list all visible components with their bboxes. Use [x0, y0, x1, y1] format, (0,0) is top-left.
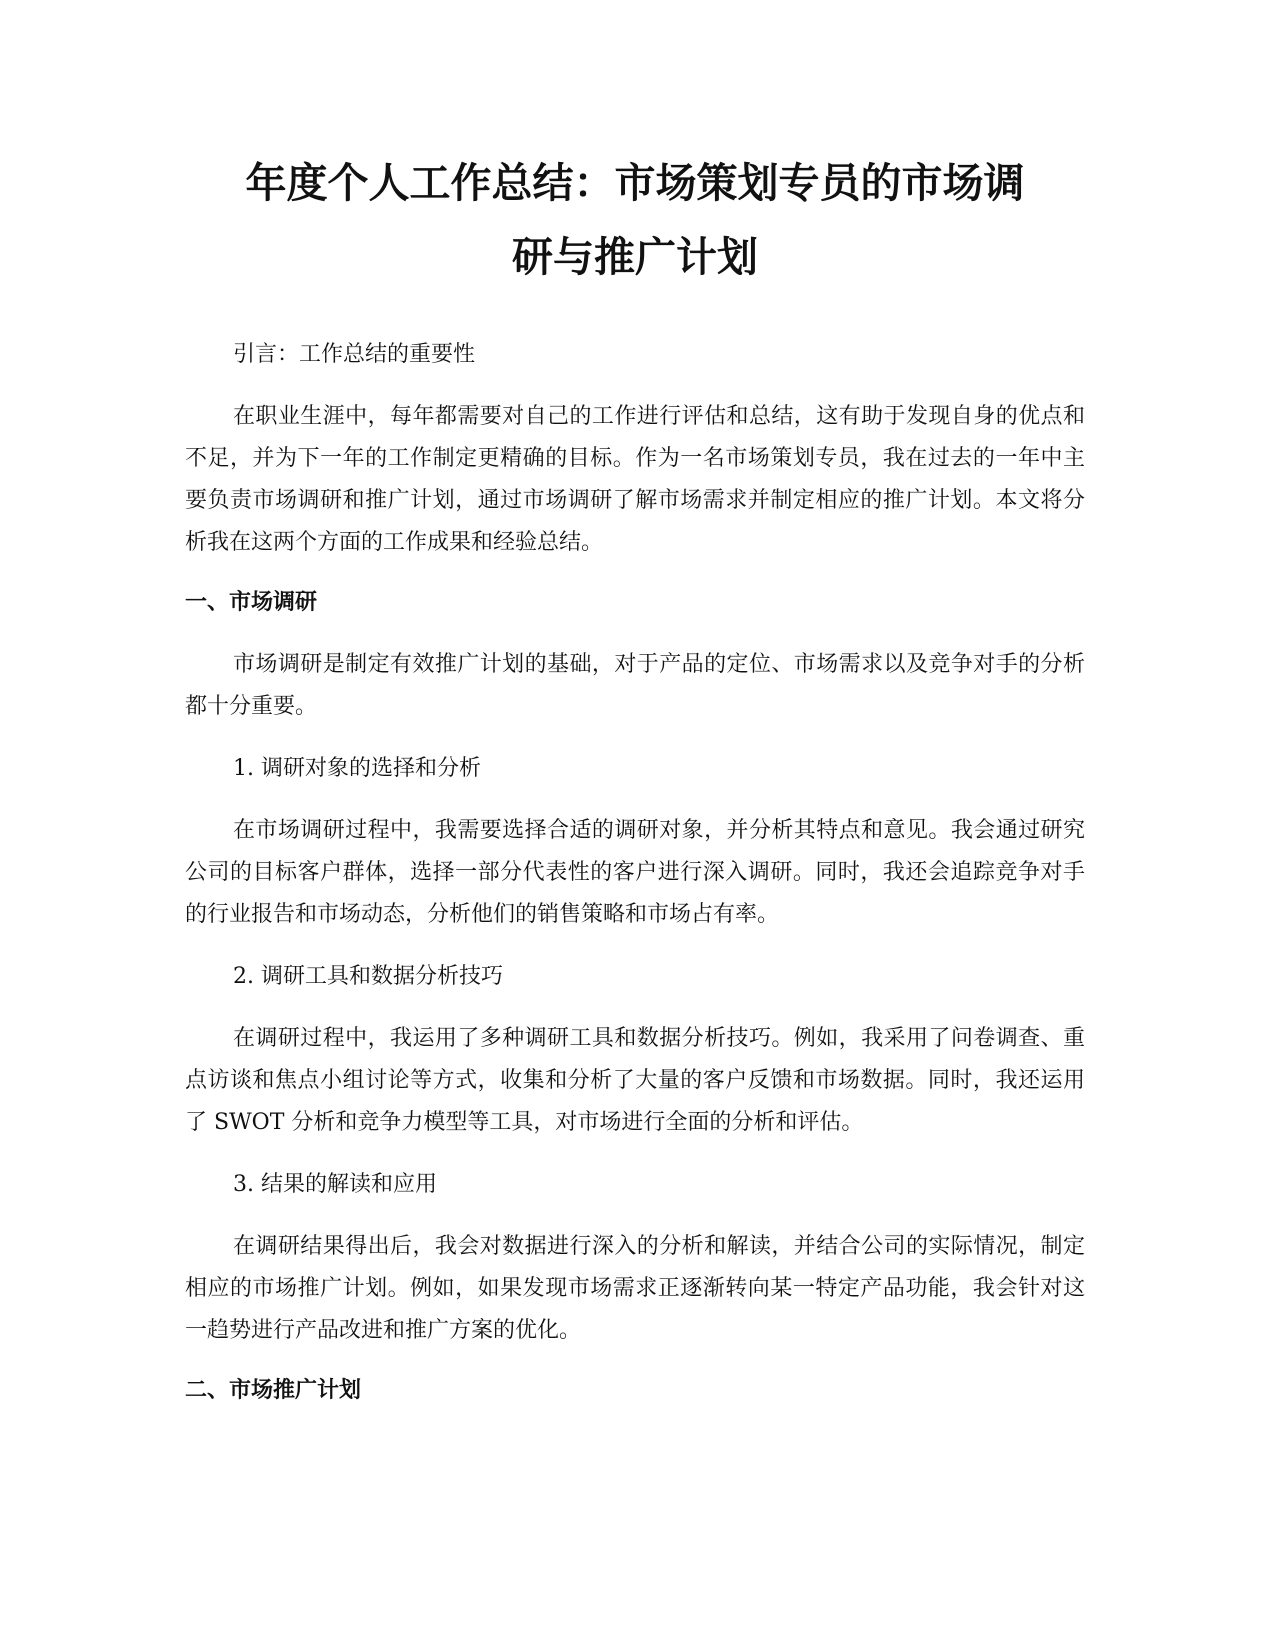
subsection-1-heading: 1. 调研对象的选择和分析 — [233, 756, 481, 781]
subsection-3-heading: 3. 结果的解读和应用 — [233, 1172, 437, 1197]
title-line-1: 年度个人工作总结：市场策划专员的市场调 — [245, 159, 1025, 207]
section-2-heading: 二、市场推广计划 — [185, 1378, 362, 1403]
subsection-1-text: 在市场调研过程中，我需要选择合适的调研对象，并分析其特点和意见。我会通过研究公司的目标客户群体，选择一部分代表性的客户进行深入调研。同时，我还会追踪竞争对手的行业报告和市场动态，分析他们的销售策略和市场占有率。 — [185, 818, 1085, 927]
intro-label: 引言：工作总结的重要性 — [233, 342, 476, 367]
title-line-2: 研与推广计划 — [512, 233, 758, 281]
subsection-2-heading: 2. 调研工具和数据分析技巧 — [233, 964, 503, 989]
intro-paragraph: 在职业生涯中，每年都需要对自己的工作进行评估和总结，这有助于发现自身的优点和不足，并为下一年的工作制定更精确的目标。作为一名市场策划专员，我在过去的一年中主要负责市场调研和推广计划，通过市场调研了解市场需求并制定相应的推广计划。本文将分析我在这两个方面的工作成果和经验总结。 — [185, 404, 1085, 555]
document-title — [185, 146, 1085, 294]
subsection-2-text: 在调研过程中，我运用了多种调研工具和数据分析技巧。例如，我采用了问卷调查、重点访谈和焦点小组讨论等方式，收集和分析了大量的客户反馈和市场数据。同时，我还运用了 SWOT 分析和竞争力模型等工具，对市场进行全面的分析和评估。 — [185, 1026, 1085, 1135]
document-body — [185, 146, 1085, 1412]
subsection-3-text: 在调研结果得出后，我会对数据进行深入的分析和解读，并结合公司的实际情况，制定相应的市场推广计划。例如，如果发现市场需求正逐渐转向某一特定产品功能，我会针对这一趋势进行产品改进和推广方案的优化。 — [185, 1234, 1085, 1343]
section-1-heading: 一、市场调研 — [185, 590, 318, 615]
section-1-intro: 市场调研是制定有效推广计划的基础，对于产品的定位、市场需求以及竞争对手的分析都十分重要。 — [185, 652, 1085, 719]
